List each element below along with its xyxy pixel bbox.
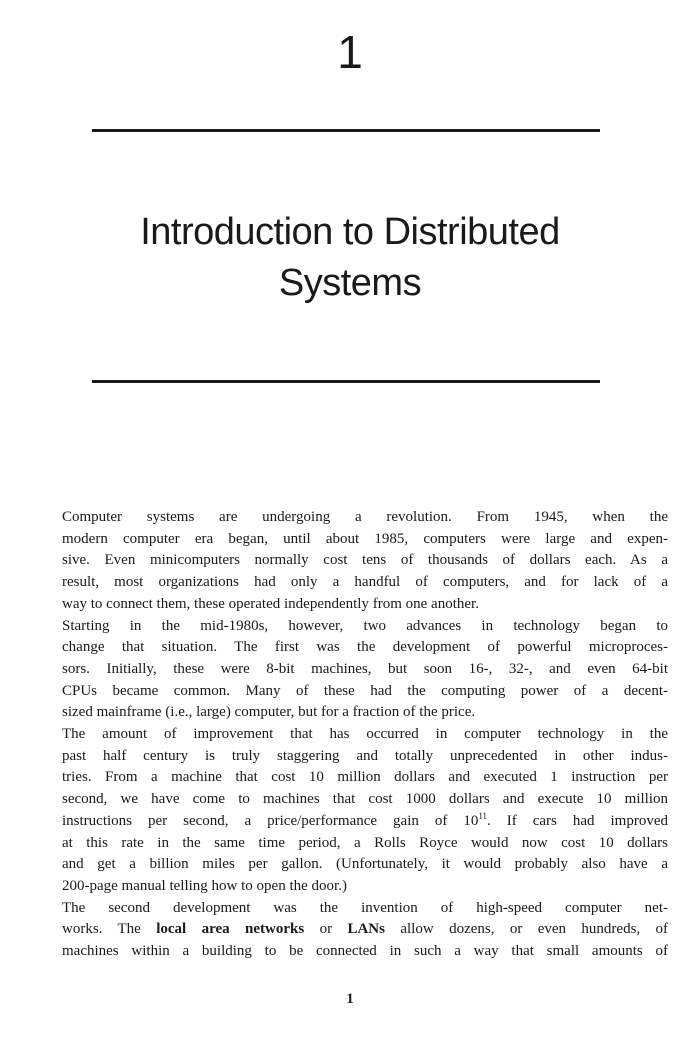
text-segment: or [304,921,348,938]
term-lans: LANs [347,921,385,938]
text-line-with-terms [60,919,668,941]
text-line-with-superscript [60,811,668,833]
chapter-title-line-1: Introduction to Distributed [140,211,560,253]
bottom-divider [92,380,600,383]
paragraph-2 [60,616,668,725]
text-line: Computer systems are undergoing a revolution. From 1945, when the [62,509,668,525]
term-local-area-networks: local area networks [156,921,305,938]
text-line: and get a billion miles per gallon. (Unfortunately, it would probably also have a [62,856,668,873]
chapter-number: 1 [337,26,363,78]
text-line: second, we have come to machines that cost 1000 dollars and execute 10 million [62,791,668,808]
text-line: machines within a building to be connected in such a way that small amounts of [62,943,668,960]
text-line: past half century is truly staggering and totally unprecedented in other indus- [62,747,668,764]
body-text [60,507,668,963]
text-line: tries. From a machine that cost 10 million dollars and executed 1 instruction per [62,769,668,786]
paragraph-1 [60,507,668,616]
top-divider [92,129,600,132]
text-line: modern computer era began, until about 1985, computers were large and expen- [62,530,668,547]
text-line: sive. Even minicomputers normally cost tens of thousands of dollars each. As a [62,552,668,569]
chapter-title [0,207,700,309]
page-number: 1 [346,991,354,1007]
text-line: result, most organizations had only a handful of computers, and for lack of a [62,574,668,591]
text-segment: instructions per second, a price/performance gain of 10 [62,812,479,829]
text-line: The amount of improvement that has occurred in computer technology in the [62,726,668,743]
text-line: sized mainframe (i.e., large) computer, but for a fraction of the price. [62,704,476,721]
text-line: sors. Initially, these were 8-bit machines, but soon 16-, 32-, and even 64-bit [62,660,668,677]
text-line: Starting in the mid-1980s, however, two advances in technology began to [62,617,668,634]
text-line: CPUs became common. Many of these had the computing power of a decent- [62,682,668,699]
text-line: 200-page manual telling how to open the door.) [62,877,347,894]
superscript: 11 [478,810,488,821]
text-segment: allow dozens, or even hundreds, of [384,921,669,938]
text-line: way to connect them, these operated independently from one another. [62,595,479,612]
text-line: at this rate in the same time period, a Rolls Royce would now cost 10 dollars [62,834,668,851]
text-segment: . If cars had improved [487,812,668,829]
text-segment: works. The [62,921,157,938]
paragraph-3 [60,724,668,898]
chapter-title-line-2: Systems [278,262,422,304]
text-line: change that situation. The first was the development of powerful microproces- [62,639,668,656]
paragraph-4 [60,898,668,963]
text-line: The second development was the invention of high-speed computer net- [62,899,668,916]
